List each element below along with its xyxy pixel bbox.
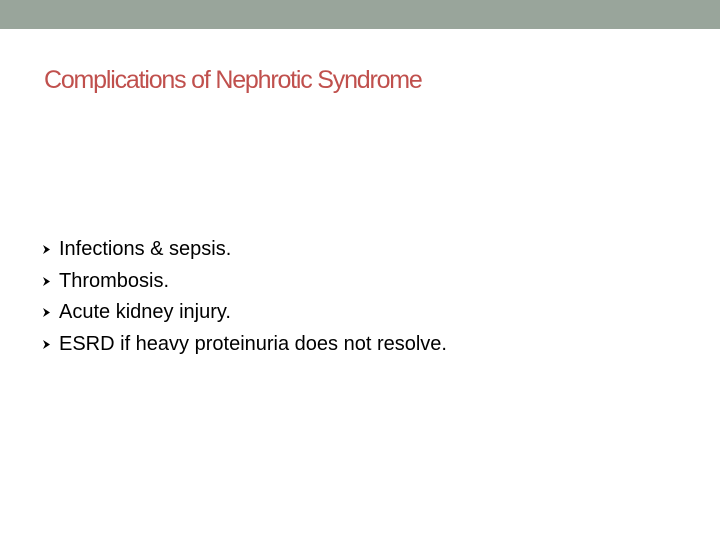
list-item [42,329,447,361]
arrow-bullet-icon [42,307,59,318]
bullet-list [42,234,447,360]
bullet-text: Acute kidney injury. [59,301,231,324]
list-item [42,297,447,329]
arrow-bullet-icon [42,244,59,255]
list-item [42,234,447,266]
bullet-text: ESRD if heavy proteinuria does not resolve. [59,332,447,355]
bullet-text: Thrombosis. [59,269,170,292]
arrow-bullet-icon [42,339,59,350]
header-bar [0,0,720,29]
bullet-text: Infections & sepsis. [59,238,232,261]
slide-title: Complications of Nephrotic Syndrome [44,66,422,94]
arrow-bullet-icon [42,276,59,287]
list-item [42,266,447,298]
